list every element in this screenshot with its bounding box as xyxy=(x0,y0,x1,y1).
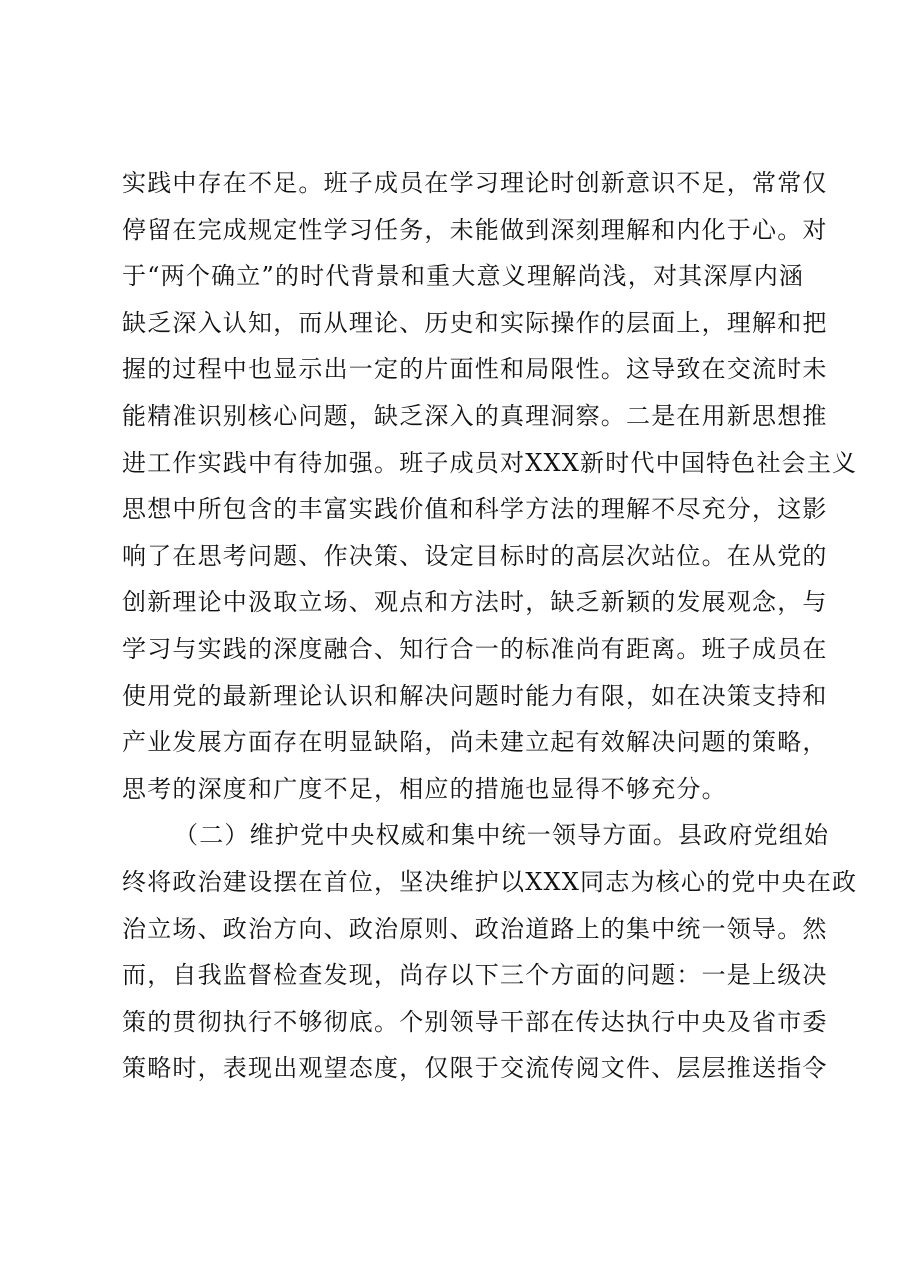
text-line: 进工作实践中有待加强。班子成员对XXX新时代中国特色社会主义 xyxy=(122,448,858,477)
text-line: 于“两个确立”的时代背景和重大意义理解尚浅，对其深厚内涵 xyxy=(122,262,805,291)
text-line: 停留在完成规定性学习任务，未能做到深刻理解和内化于心。对 xyxy=(122,215,828,244)
document-body xyxy=(122,160,858,1092)
text-line: 响了在思考问题、作决策、设定目标时的高层次站位。在从党的 xyxy=(122,541,828,570)
text-line: 能精准识别核心问题，缺乏深入的真理洞察。二是在用新思想推 xyxy=(122,401,828,430)
text-line: 使用党的最新理论认识和解决问题时能力有限，如在决策支持和 xyxy=(122,681,828,710)
text-line: 策的贯彻执行不够彻底。个别领导干部在传达执行中央及省市委 xyxy=(122,1007,828,1036)
text-line: 而，自我监督检查发现，尚存以下三个方面的问题：一是上级决 xyxy=(122,961,828,990)
text-line: 思想中所包含的丰富实践价值和科学方法的理解不尽充分，这影 xyxy=(122,495,828,524)
text-line: 握的过程中也显示出一定的片面性和局限性。这导致在交流时未 xyxy=(122,355,828,384)
text-line: 终将政治建设摆在首位，坚决维护以XXX同志为核心的党中央在政 xyxy=(122,867,858,896)
text-line: 治立场、政治方向、政治原则、政治道路上的集中统一领导。然 xyxy=(122,914,828,943)
section-heading-line: （二）维护党中央权威和集中统一领导方面。县政府党组始 xyxy=(174,821,830,850)
text-line: 缺乏深入认知，而从理论、历史和实际操作的层面上，理解和把 xyxy=(122,308,828,337)
text-line: 实践中存在不足。班子成员在学习理论时创新意识不足，常常仅 xyxy=(122,169,828,197)
paragraph-2 xyxy=(122,812,858,1092)
text-line: 策略时，表现出观望态度，仅限于交流传阅文件、层层推送指令 xyxy=(122,1054,828,1083)
text-line: 创新理论中汲取立场、观点和方法时，缺乏新颖的发展观念，与 xyxy=(122,588,828,617)
text-line: 学习与实践的深度融合、知行合一的标准尚有距离。班子成员在 xyxy=(122,634,828,663)
text-line: 产业发展方面存在明显缺陷，尚未建立起有效解决问题的策略， xyxy=(122,728,828,757)
text-line: 思考的深度和广度不足，相应的措施也显得不够充分。 xyxy=(122,774,727,803)
paragraph-1 xyxy=(122,160,858,812)
